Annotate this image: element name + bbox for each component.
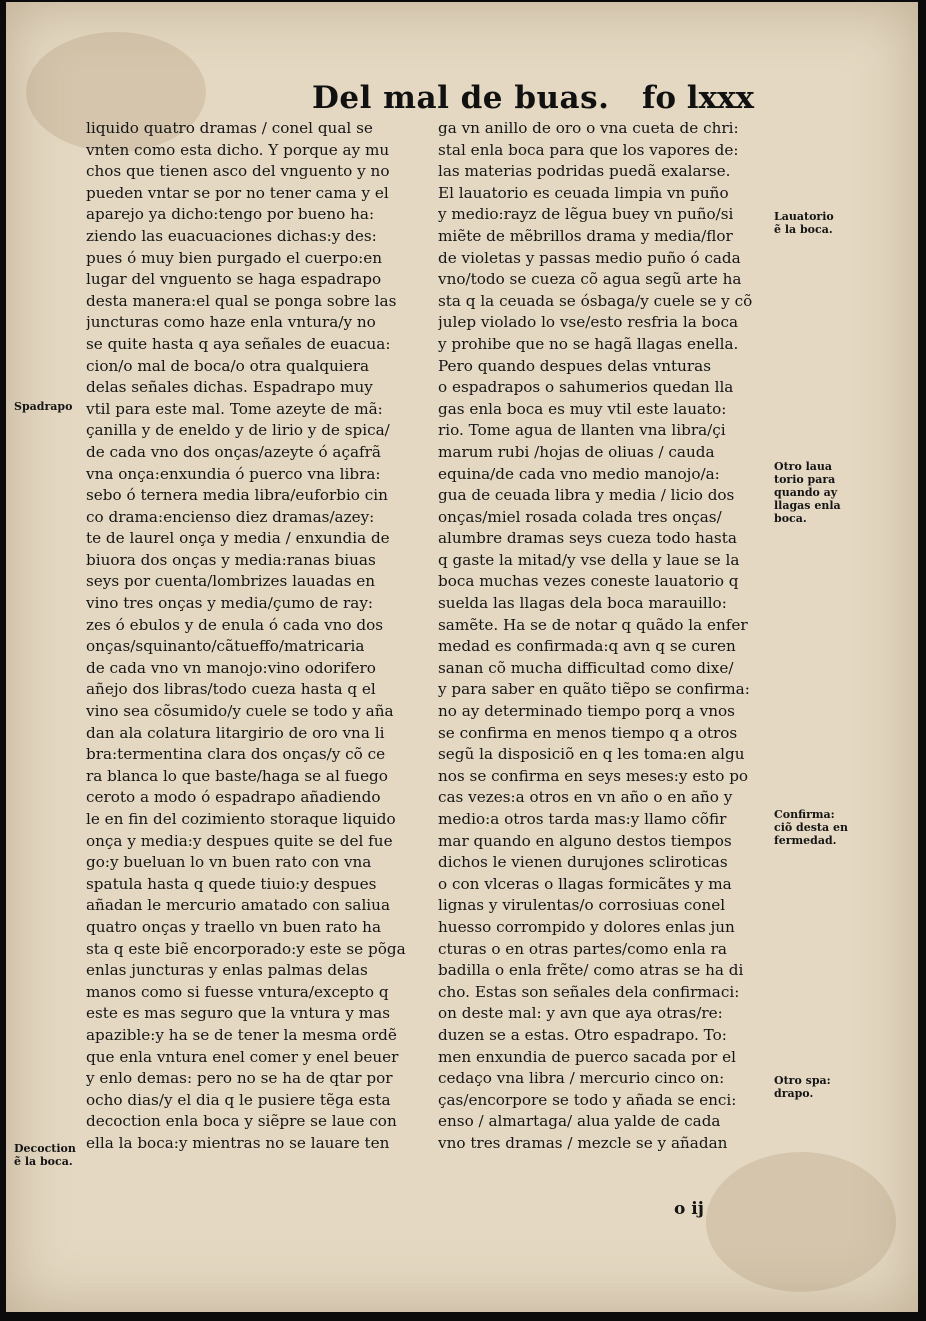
folio-number: fo lxxx xyxy=(642,80,755,116)
text-line: y medio:rayz de lẽgua buey vn puño/si xyxy=(438,205,734,224)
text-line: vnten como esta dicho. Y porque ay mu xyxy=(86,140,390,159)
text-line: medad es confirmada:q avn q se curen xyxy=(438,637,736,656)
text-line: ziendo las euacuaciones dichas:y des: xyxy=(86,226,377,245)
text-line: miẽte de mẽbrillos drama y media/flor xyxy=(438,226,733,245)
text-line: juncturas como haze enla vntura/y no xyxy=(86,313,376,332)
text-line: vino tres onças y media/çumo de ray: xyxy=(86,594,374,613)
text-line: y prohibe que no se hagã llagas enella. xyxy=(438,334,739,353)
text-line: cas vezes:a otros en vn año o en año y xyxy=(438,788,733,807)
text-line: Pero quando despues delas vnturas xyxy=(438,356,712,375)
text-line: este es mas seguro que la vntura y mas xyxy=(86,1004,391,1023)
margin-note-espadrapo xyxy=(14,400,72,413)
text-line: manos como si fuesse vntura/excepto q xyxy=(86,982,389,1001)
right-text-column xyxy=(438,118,774,1155)
text-line: bra:termentina clara dos onças/y cõ ce xyxy=(86,745,386,764)
margin-note-otro-espadrapo xyxy=(774,1074,831,1100)
text-line: sta q la ceuada se ósbaga/y cuele se y cõ xyxy=(438,291,753,310)
text-line: mar quando en alguno destos tiempos xyxy=(438,831,732,850)
text-line: gua de ceuada libra y media / licio dos xyxy=(438,486,735,505)
text-line: nos se confirma en seys meses:y esto po xyxy=(438,766,749,785)
text-line: se quite hasta q aya señales de euacua: xyxy=(86,334,391,353)
text-line: te de laurel onça y media / enxundia de xyxy=(86,529,390,548)
text-line: ocho dias/y el dia q le pusiere tẽga esta xyxy=(86,1090,391,1109)
text-line: delas señales dichas. Espadrapo muy xyxy=(86,378,373,397)
margin-note-line: torio para xyxy=(774,473,836,486)
text-line: enso / almartaga/ alua yalde de cada xyxy=(438,1112,721,1131)
text-line: cturas o en otras partes/como enla ra xyxy=(438,939,727,958)
text-line: vno/todo se cueza cõ agua segũ arte ha xyxy=(438,270,742,289)
text-line: que enla vntura enel comer y enel beuer xyxy=(86,1047,399,1066)
text-line: cho. Estas son señales dela confirmaci: xyxy=(438,982,740,1001)
text-line: badilla o enla frẽte/ como atras se ha di xyxy=(438,961,744,980)
margin-note-line: ẽ la boca. xyxy=(774,223,833,236)
text-line: dichos le vienen durujones scliroticas xyxy=(438,853,728,872)
text-line: se confirma en menos tiempo q a otros xyxy=(438,723,738,742)
text-line: julep violado lo vse/esto resfria la boca xyxy=(438,313,739,332)
text-line: no ay determinado tiempo porq a vnos xyxy=(438,702,735,721)
text-line: boca muchas vezes coneste lauatorio q xyxy=(438,572,739,591)
text-line: medio:a otros tarda mas:y llamo cõfir xyxy=(438,810,727,828)
margin-note-line: quando ay xyxy=(774,486,838,499)
margin-note-confirmacion xyxy=(774,808,848,847)
text-line: ra blanca lo que baste/haga se al fuego xyxy=(86,766,388,785)
left-text-column xyxy=(86,118,416,1155)
text-line: duzen se a estas. Otro espadrapo. To: xyxy=(438,1025,727,1044)
margin-note-decoction xyxy=(14,1142,76,1168)
text-line: decoction enla boca y siẽpre se laue con xyxy=(86,1112,397,1131)
text-line: chos que tienen asco del vnguento y no xyxy=(86,162,390,181)
text-line: lignas y virulentas/o corrosiuas conel xyxy=(438,896,726,915)
text-line: ceroto a modo ó espadrapo añadiendo xyxy=(86,788,381,807)
margin-note-line: fermedad. xyxy=(774,834,837,847)
text-line: quatro onças y traello vn buen rato ha xyxy=(86,917,382,936)
text-line: onça y media:y despues quite se del fue xyxy=(86,831,393,850)
margin-note-line: boca. xyxy=(774,512,807,525)
text-line: go:y bueluan lo vn buen rato con vna xyxy=(86,853,372,872)
text-line: enlas juncturas y enlas palmas delas xyxy=(86,961,368,980)
text-line: segũ la disposiciõ en q les toma:en algu xyxy=(438,745,745,764)
margin-note-lauatorio xyxy=(774,210,834,236)
text-line: vno tres dramas / mezcle se y añadan xyxy=(438,1133,728,1152)
text-line: rio. Tome agua de llanten vna libra/çi xyxy=(438,421,726,440)
text-line: sanan cõ mucha difficultad como dixe/ xyxy=(438,658,734,677)
text-line: pues ó muy bien purgado el cuerpo:en xyxy=(86,248,383,267)
margin-note-line: Otro laua xyxy=(774,460,833,473)
margin-note-line: ẽ la boca. xyxy=(14,1155,73,1168)
text-line: El lauatorio es ceuada limpia vn puño xyxy=(438,183,729,202)
text-line: cion/o mal de boca/o otra qualquiera xyxy=(86,356,370,375)
margin-note-line: ciõ desta en xyxy=(774,821,848,834)
text-line: vna onça:enxundia ó puerco vna libra: xyxy=(86,464,381,483)
margin-note-line: drapo. xyxy=(774,1087,814,1100)
text-line: ella la boca:y mientras no se lauare ten xyxy=(86,1133,390,1152)
text-line: lugar del vnguento se haga espadrapo xyxy=(86,270,382,289)
text-line: sebo ó ternera media libra/euforbio cin xyxy=(86,486,388,505)
running-title: Del mal de buas. xyxy=(312,80,610,116)
text-line: alumbre dramas seys cueza todo hasta xyxy=(438,529,737,548)
text-line: apazible:y ha se de tener la mesma ordẽ xyxy=(86,1025,397,1044)
text-line: stal enla boca para que los vapores de: xyxy=(438,140,739,159)
text-line: desta manera:el qual se ponga sobre las xyxy=(86,291,397,310)
text-line: o con vlceras o llagas formicãtes y ma xyxy=(438,874,732,893)
text-line: y enlo demas: pero no se ha de qtar por xyxy=(86,1069,393,1088)
text-line: equina/de cada vno medio manojo/a: xyxy=(438,464,720,483)
text-line: onças/squinanto/cãtueffo/matricaria xyxy=(86,637,365,656)
text-line: dan ala colatura litargirio de oro vna li xyxy=(86,723,385,742)
text-line: çanilla y de eneldo y de lirio y de spica/ xyxy=(86,421,390,440)
margin-note-line: llagas enla xyxy=(774,499,841,512)
text-line: ga vn anillo de oro o vna cueta de chri: xyxy=(438,119,739,137)
text-line: ças/encorpore se todo y añada se enci: xyxy=(438,1090,737,1109)
margin-note-line: Decoction xyxy=(14,1142,76,1155)
text-line: añejo dos libras/todo cueza hasta q el xyxy=(86,680,376,699)
text-line: huesso corrompido y dolores enlas jun xyxy=(438,917,735,936)
text-line: zes ó ebulos y de enula ó cada vno dos xyxy=(86,615,384,634)
text-line: pueden vntar se por no tener cama y el xyxy=(86,183,389,202)
text-line: cedaço vna libra / mercurio cinco on: xyxy=(438,1069,725,1088)
margin-note-line: Confirma: xyxy=(774,808,835,821)
text-line: o espadrapos o sahumerios quedan lla xyxy=(438,378,734,397)
text-line: liquido quatro dramas / conel qual se xyxy=(86,119,373,137)
text-line: de cada vno vn manojo:vino odorifero xyxy=(86,658,376,677)
text-line: vtil para este mal. Tome azeyte de mã: xyxy=(86,399,383,418)
text-line: q gaste la mitad/y vse della y laue se la xyxy=(438,550,740,569)
book-page xyxy=(6,2,918,1312)
text-line: le en fin del cozimiento storaque liquido xyxy=(86,810,396,828)
text-line: spatula hasta q quede tiuio:y despues xyxy=(86,874,377,893)
margin-note-otro-lauatorio xyxy=(774,460,841,525)
text-line: on deste mal: y avn que aya otras/re: xyxy=(438,1004,723,1023)
text-line: sta q este biẽ encorporado:y este se põga xyxy=(86,939,406,958)
text-line: de violetas y passas medio puño ó cada xyxy=(438,248,741,267)
text-line: las materias podridas puedã exalarse. xyxy=(438,162,731,181)
text-line: suelda las llagas dela boca marauillo: xyxy=(438,594,727,613)
margin-note-line: Lauatorio xyxy=(774,210,834,223)
text-line: gas enla boca es muy vtil este lauato: xyxy=(438,399,727,418)
text-line: men enxundia de puerco sacada por el xyxy=(438,1047,736,1066)
margin-note-line: Otro spa: xyxy=(774,1074,831,1087)
paper-stain xyxy=(706,1152,896,1292)
text-line: seys por cuenta/lombrizes lauadas en xyxy=(86,572,376,591)
text-line: añadan le mercurio amatado con saliua xyxy=(86,896,390,915)
margin-note-line: Spadrapo xyxy=(14,400,73,413)
text-line: samẽte. Ha se de notar q quãdo la enfer xyxy=(438,615,748,634)
text-line: vino sea cõsumido/y cuele se todo y aña xyxy=(86,702,394,721)
text-line: y para saber en quãto tiẽpo se confirma: xyxy=(438,680,750,699)
text-line: biuora dos onças y media:ranas biuas xyxy=(86,550,376,569)
text-line: onças/miel rosada colada tres onças/ xyxy=(438,507,722,526)
signature-mark: o ij xyxy=(674,1199,704,1219)
text-line: de cada vno dos onças/azeyte ó açafrã xyxy=(86,442,381,461)
text-line: marum rubi /hojas de oliuas / cauda xyxy=(438,442,715,461)
text-line: co drama:encienso diez dramas/azey: xyxy=(86,507,375,526)
text-line: aparejo ya dicho:tengo por bueno ha: xyxy=(86,205,375,224)
